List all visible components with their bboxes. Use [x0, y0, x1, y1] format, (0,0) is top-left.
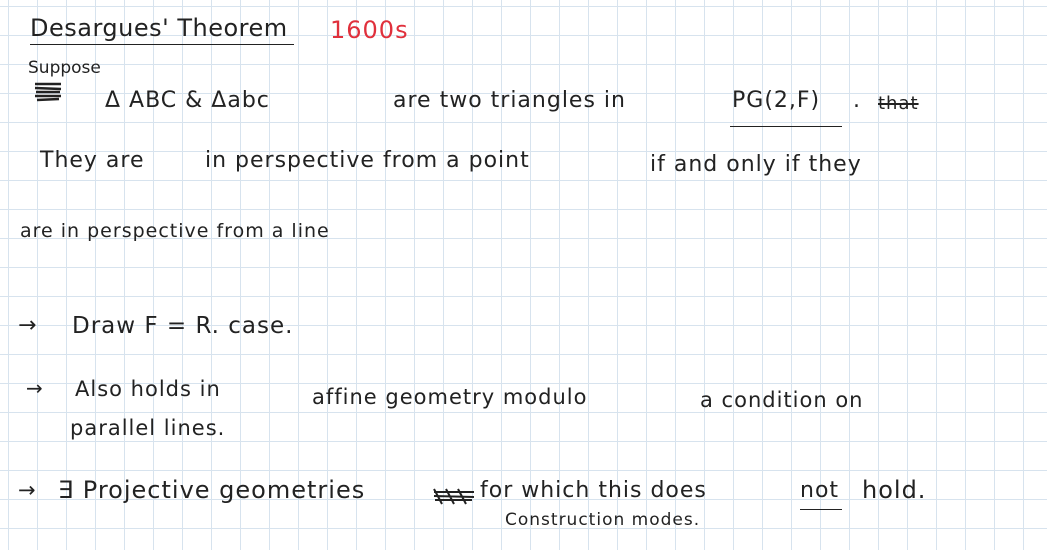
date-annotation: 1600s	[330, 16, 409, 44]
statement-perspective-point: in perspective from a point	[205, 148, 530, 173]
note-affine-a: Also holds in	[75, 377, 221, 401]
page-title: Desargues' Theorem	[30, 14, 288, 42]
projective-plane-period: .	[853, 88, 861, 113]
statement-they-are: They are	[40, 148, 145, 173]
note-arrow-2: →	[26, 376, 44, 400]
note-arrow-1: →	[18, 313, 38, 338]
projective-plane-underline	[730, 126, 842, 127]
note-arrow-3: →	[18, 478, 37, 502]
struck-word: that	[878, 93, 919, 114]
not-underline	[800, 509, 842, 510]
note-draw-case: Draw F = R. case.	[72, 313, 294, 339]
triangles-text-cont: are two triangles in	[393, 88, 626, 113]
note-affine-c: a condition on	[700, 388, 864, 412]
note-projective-geometries: ∃ Projective geometries	[58, 476, 366, 504]
statement-iff: if and only if they	[650, 152, 862, 177]
title-underline	[30, 44, 294, 45]
note-hold: hold.	[862, 476, 927, 504]
suppose-label: Suppose	[28, 58, 101, 78]
scribble-mark	[33, 80, 65, 102]
projective-plane: PG(2,F)	[732, 88, 821, 113]
note-for-which: for which this does	[480, 478, 707, 503]
statement-perspective-line: are in perspective from a line	[20, 220, 330, 242]
crossed-out-word	[432, 486, 476, 506]
note-affine-b: affine geometry modulo	[312, 385, 588, 409]
triangles-text: Δ ABC & Δabc	[105, 88, 270, 113]
note-construction-modes: Construction modes.	[505, 510, 701, 530]
note-not: not	[800, 478, 840, 503]
note-parallel-lines: parallel lines.	[70, 416, 226, 440]
